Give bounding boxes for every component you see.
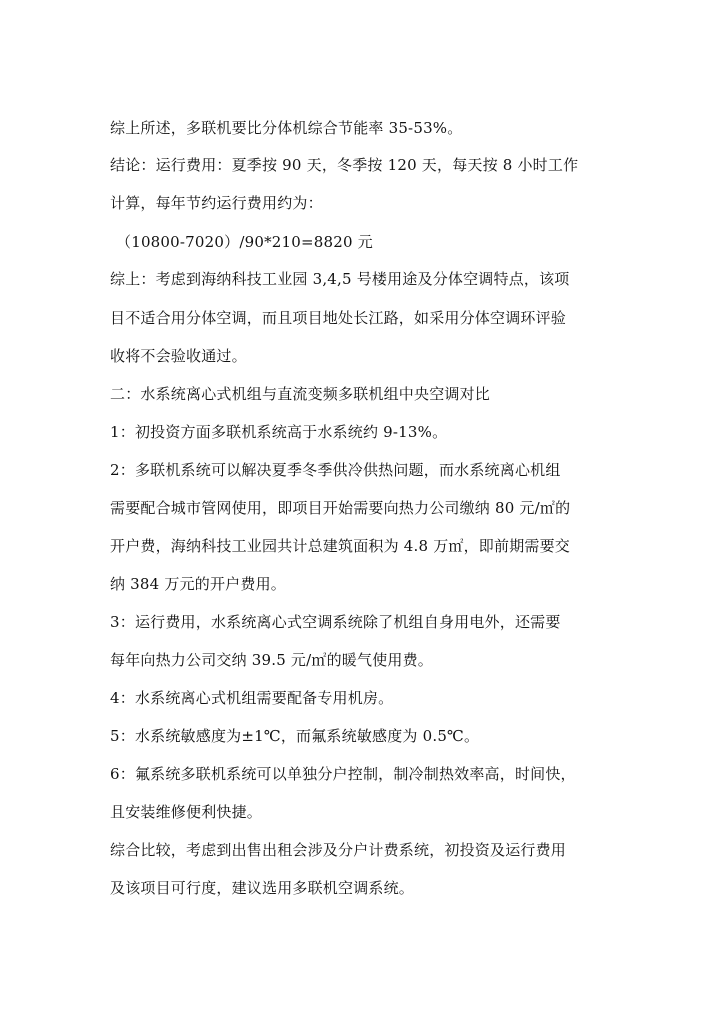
text-line: 每年向热力公司交纳 39.5 元/㎡的暖气使用费。 xyxy=(110,651,433,669)
text-line: 4：水系统离心式机组需要配备专用机房。 xyxy=(110,689,394,707)
text-line: 6：氟系统多联机系统可以单独分户控制，制冷制热效率高，时间快， xyxy=(110,765,576,783)
text-line: （10800-7020）/90*210=8820 元 xyxy=(116,233,373,251)
section-heading: 二：水系统离心式机组与直流变频多联机组中央空调对比 xyxy=(110,385,491,403)
text-line: 且安装维修便利快捷。 xyxy=(110,803,263,821)
text-line: 需要配合城市管网使用，即项目开始需要向热力公司缴纳 80 元/㎡的 xyxy=(110,499,571,517)
text-line: 综上：考虑到海纳科技工业园 3,4,5 号楼用途及分体空调特点，该项 xyxy=(110,270,570,288)
text-line: 及该项目可行度，建议选用多联机空调系统。 xyxy=(110,879,415,897)
text-line: 1：初投资方面多联机系统高于水系统约 9-13%。 xyxy=(110,423,448,441)
text-line: 结论：运行费用：夏季按 90 天，冬季按 120 天，每天按 8 小时工作 xyxy=(110,156,579,174)
text-line: 收将不会验收通过。 xyxy=(110,347,247,365)
text-line: 5：水系统敏感度为±1℃，而氟系统敏感度为 0.5℃。 xyxy=(110,727,480,745)
text-line: 纳 384 万元的开户费用。 xyxy=(110,575,286,593)
text-line: 综上所述，多联机要比分体机综合节能率 35-53%。 xyxy=(110,119,463,137)
text-line: 2：多联机系统可以解决夏季冬季供冷供热问题，而水系统离心机组 xyxy=(110,461,561,479)
text-line: 综合比较，考虑到出售出租会涉及分户计费系统，初投资及运行费用 xyxy=(110,841,567,859)
text-line: 计算，每年节约运行费用约为： xyxy=(110,194,323,212)
text-line: 3：运行费用，水系统离心式空调系统除了机组自身用电外，还需要 xyxy=(110,613,561,631)
text-line: 开户费，海纳科技工业园共计总建筑面积为 4.8 万㎡，即前期需要交 xyxy=(110,537,570,555)
text-line: 目不适合用分体空调，而且项目地处长江路，如采用分体空调环评验 xyxy=(110,309,567,327)
